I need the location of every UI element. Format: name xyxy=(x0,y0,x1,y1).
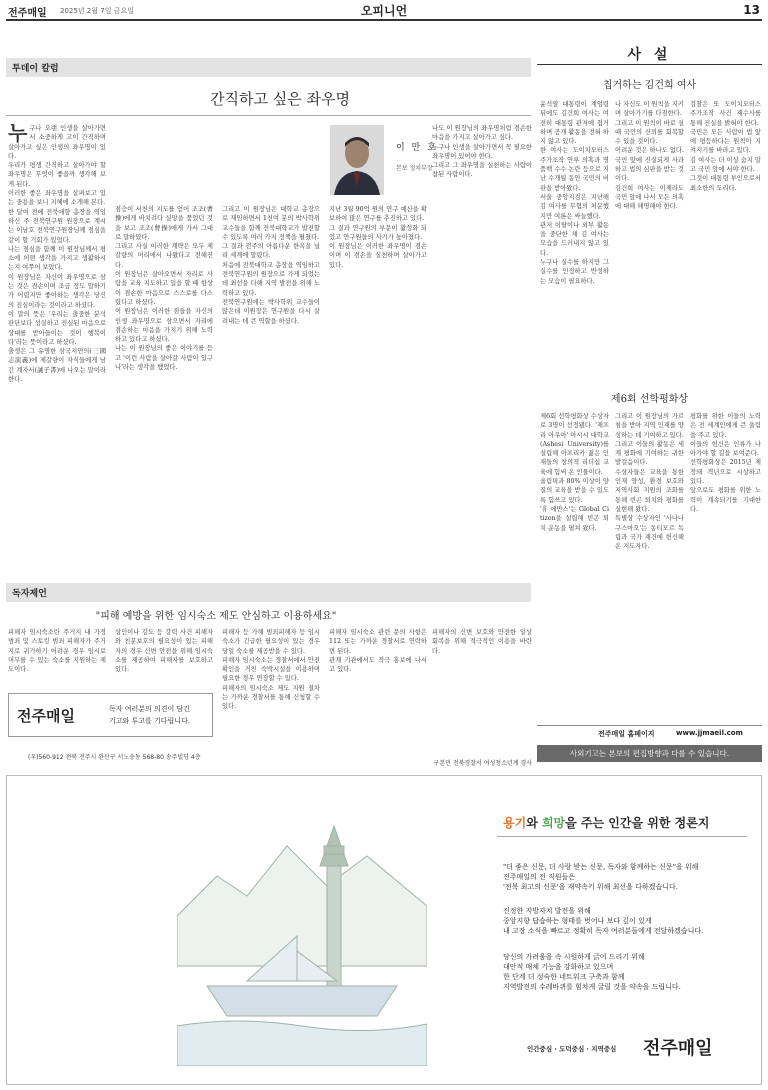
reader-paragraph: 피해자의 임시숙소 제도 지원 절차는 가까운 경찰서를 통해 신청할 수 있다. xyxy=(222,684,320,711)
column-dropcap: 누 xyxy=(8,124,28,145)
column-title-rule xyxy=(6,115,531,116)
submission-address: (우)560-912 전북 전주시 완산구 서노송동 568-80 송주빌딩 4층 xyxy=(28,754,201,761)
reader-paragraph: 피해자 등 가해 범죄피해자 등 임시숙소가 긴급한 필요성이 있는 경우 당일 숙소를 제공받을 수 있다. xyxy=(222,629,320,655)
column-col-4 xyxy=(329,205,427,579)
editorial-col-3 xyxy=(690,100,761,368)
column-paragraph: 우리가 평생 간직하고 살아가야 할 좌우명은 무엇이 좋을까 생각해 보게 된다. xyxy=(8,162,106,188)
column-paragraph: 이 원장님은 살아오면서 자리로 사람을 교육 지도하고 일을 할 때 항상 이 겸손한 마음으로 스스로를 다스렸다고 하셨다. xyxy=(115,271,213,306)
header-rule xyxy=(6,19,762,21)
ad-panel xyxy=(6,775,762,1085)
editorial-paragraph: 그리고 이 원칙이 바로 설 때 국민의 신뢰를 회복할 수 있을 것이다. xyxy=(615,119,684,146)
author-photo xyxy=(330,125,384,195)
editorial-col-1 xyxy=(540,100,609,368)
column-paragraph: 이 원장님은 이러한 점들을 자신의 인생 좌우명으로 삼으면서 자리에 겸손하는 마음을 가지기 위해 노력하고 있다고 하셨다. xyxy=(115,308,213,344)
column-paragraph: 누구나 인생을 살아가면서 꼭 필요한 좌우명이 있어야 한다. xyxy=(432,143,532,160)
ad-line: 진정한 지방자치 발전을 위해 xyxy=(503,907,591,915)
reader-paragraph: 관계 기관에서도 적극 홍보에 나서고 있다. xyxy=(329,656,427,674)
reader-col-3 xyxy=(222,628,320,766)
column-paragraph: 이러한 좋은 좌우명을 살펴보고 있는 중용을 보니 지혜에 소개해 본다. xyxy=(8,190,106,207)
editorial2-paragraph: 그리고 이들의 활동은 세계 평화에 기여하는 귀한 발걸음이다. xyxy=(615,440,684,467)
editorial-paragraph: 관저 이탈이나 외부 활동을 중단한 채 김 여사는 모습을 드러내지 않고 있다. xyxy=(540,221,609,257)
editorial-paragraph: 윤석열 대통령이 계엄령 뒤에도 김건희 여사는 여전히 대통령 관저에 칩거하며 공개 활동을 전혀 하지 않고 있다. xyxy=(540,101,609,146)
ad-line: 당신의 가려움을 속 시원하게 긁어 드리기 위해 xyxy=(503,953,645,961)
reader-col-4 xyxy=(329,628,427,766)
editorial2-col-3 xyxy=(690,412,761,712)
ad-line: 지역발전의 수레바퀴를 힘차게 굴릴 것을 약속을 드립니다. xyxy=(503,983,681,991)
column-paragraph: 그 결과 전주의 아름다운 한옥을 널리 세계에 알렸다. xyxy=(222,243,320,260)
reader-headline: "피해 예방을 위한 임시숙소 제도 안심하고 이용하세요" xyxy=(95,611,337,622)
opinion-notice: 사외기고는 본보의 편집방향과 다를 수 있습니다. xyxy=(537,745,762,762)
ad-illustration xyxy=(177,786,427,1066)
homepage-label: 전주매일 홈페이지 xyxy=(598,730,655,738)
column-paragraph: 그리고 이 원장님은 대학교 총장으로 재임하면서 1천여 분의 박사학위 교수들을 함께 전북대학교가 발전할 수 있도록 여러 가지 정책을 펼쳤다. xyxy=(222,206,320,241)
editorial2-paragraph: 제6회 선학평화상 수상자로 3명이 선정됐다. '제프리 아우아' 아시시 대학교(Ashesi University)를 설립해 아프리카 젊은 인재들의 창의적 리더십 교육에 힘써 온 인물이다. xyxy=(540,413,609,476)
ad-line: 한 단계 더 성숙한 네트워크 구축과 함께 xyxy=(503,973,625,981)
submission-text-2: 기고와 투고를 기다립니다. xyxy=(109,717,191,725)
editorial2-col-2 xyxy=(615,412,684,712)
column-paragraph: 나도 이 원장님의 좌우명처럼 겸손한 마음을 가지고 살아가고 싶다. xyxy=(432,125,532,142)
editorial2-paragraph: 앞으로도 평화를 위한 노력이 계속되기를 기대한다. xyxy=(690,487,761,513)
column-paragraph: 나는 이 원장님의 좋은 이야기를 듣고 '이런 사람을 살아갈 사람이 있구나'라는 생각을 했었다. xyxy=(115,345,213,372)
ad-slogan-rest: 을 주는 인간을 위한 정론지 xyxy=(565,816,710,830)
column-paragraph: 그 결과 연구원의 부문이 활성화 되었고 연구원들의 사기가 높아졌다. xyxy=(329,224,427,241)
ad-paragraph-2 xyxy=(503,906,703,936)
editorial-paragraph: 김 여사는 더 이상 숨지 말고 국민 앞에 서야 한다. xyxy=(690,156,761,174)
ad-tagline: 인간중심 · 도덕중심 · 지역중심 xyxy=(527,1045,617,1053)
editorial2-paragraph: 그리고 이 원장님의 가르침을 받아 지역 인재를 양성하는 데 기여하고 있다. xyxy=(615,413,684,439)
column-col-5 xyxy=(432,124,532,579)
editorial-paragraph: 누구나 실수를 하지만 그 실수를 인정하고 반성하는 모습이 필요하다. xyxy=(540,259,609,285)
submission-box xyxy=(8,693,213,737)
reader-byline: 구본민 전북경찰서 여성청소년계 경사 xyxy=(433,760,532,767)
ad-paragraph-1 xyxy=(503,862,698,892)
homepage-rule xyxy=(537,725,762,726)
column-paragraph: 나는 점심을 함께 이 원장님께서 평소에 어떤 생각을 가지고 생활하시는지 여쭈어 보았다. xyxy=(8,245,106,272)
editorial2-col-1 xyxy=(540,412,609,712)
editorial-tag-rule xyxy=(537,64,762,65)
reader-col-2 xyxy=(115,628,213,684)
editorial2-paragraph: 올림픽과 80% 이상이 양질의 교육을 받을 수 있도록 힘쓰고 있다. xyxy=(540,478,609,504)
ad-slogan-courage: 용기 xyxy=(503,816,527,830)
ad-line: 내 고장 소식을 빠르고 정확히 독자 여러분들에게 전달하겠습니다. xyxy=(503,927,704,935)
ad-paragraph-3 xyxy=(503,952,681,992)
editorial-paragraph: 검찰은 또 도이치모터스 주가조작 사건 재수사를 통해 진실을 밝혀야 한다. xyxy=(690,101,761,127)
editorial-paragraph: 서울 중앙지검은 지난해 김 여사를 무혐의 처분했지만 여론은 싸늘했다. xyxy=(540,193,609,220)
submission-text-1: 독자 여러분의 의견이 담긴 xyxy=(109,705,191,713)
ad-line: '전북 최고의 신문'을 재약속키 위해 최선을 다하겠습니다. xyxy=(503,883,678,891)
reader-paragraph: 피해자 임시숙소란 주거지 내 가정 범죄 및 스토킹 범죄 피해자가 주거지로 귀가하기 어려운 경우 임시로 머무를 수 있는 숙소를 지원하는 제도이다. xyxy=(8,629,106,674)
editorial2-paragraph: 선학평화상은 2015년 제정돼 격년으로 시상하고 있다. xyxy=(690,459,761,486)
author-title: 본보 정치부장 xyxy=(396,165,433,172)
column-paragraph: 이 말의 뜻은 '우리는 출중한 분석 판단보다 성실하고 진실된 마음으로 상대를 받아들이는 것이 행복이다'라는 뜻이라고 하셨다. xyxy=(8,310,106,346)
ad-line: 대안적 매체 기능을 강화하고 있으며 xyxy=(503,963,614,971)
column-col-2 xyxy=(115,205,213,579)
column-paragraph: 지난 3월 90억 원의 연구 예산을 확보하여 많은 연구를 추진하고 있다. xyxy=(329,206,427,223)
column-paragraph: 그리고 사실 이러한 계략은 모두 제갈량의 머리에서 나왔다고 전해진다. xyxy=(115,243,213,269)
ad-line: "더 좋은 신문, 더 사랑 받는 신문, 독자와 함께하는 신문"을 위해 xyxy=(503,863,699,871)
section-title: 오피니언 xyxy=(360,4,408,18)
column-paragraph: 그리고 그 좌우명을 실천하는 사람이 참된 사람이다. xyxy=(432,162,532,179)
editorial-paragraph: 국민은 모든 사람이 법 앞에 평등하다는 원칙이 지켜지기를 바라고 있다. xyxy=(690,128,761,155)
editorial-paragraph: 어려운 것은 하나도 없다. 국민 앞에 진실되게 사과하고 법의 심판을 받는 것이다. xyxy=(615,147,684,183)
column-paragraph: 구나 오랜 인생을 살아가면서 소중하게 고이 간직하며 살아가고 싶은 인생의 좌우명이 있다. xyxy=(8,125,106,160)
ad-slogan-hope: 희망 xyxy=(541,816,566,830)
editorial2-paragraph: 특별상 수상자인 '사나나 구스마오'는 동티모르 독립과 국가 재건에 헌신해 온 지도자다. xyxy=(615,515,684,551)
column-paragraph: 처음에 전북대학교 총장을 역임하고 전북연구원의 원장으로 가게 되었는데 최선을 다해 지역 발전을 위해 노력하고 있다. xyxy=(222,261,320,297)
homepage-url[interactable]: www.jjmaeil.com xyxy=(676,729,743,737)
editorial-paragraph: 한 여사는 도이치모터스 주가조작 연루 의혹과 명품백 수수 논란 등으로 지난 수개월 동안 국민의 비판을 받아왔다. xyxy=(540,147,609,192)
ad-line: 전주매일의 전 직원들은 xyxy=(503,873,576,881)
ad-slogan-joiner: 와 xyxy=(526,816,542,830)
editorial-headline: 칩거하는 김건희 여사 xyxy=(602,80,697,91)
column-tag: 투데이 칼럼 xyxy=(6,58,531,77)
column-paragraph: 이 원장님은 이러한 좌우명이 겸손이며 이 겸손을 실천하며 살아가고 있다. xyxy=(329,243,427,269)
column-title: 간직하고 싶은 좌우명 xyxy=(210,90,350,108)
ad-logo: 전주매일 xyxy=(643,1038,713,1059)
reader-paragraph: 상인이나 강도 등 강력 사건 피해자와 친분보호의 필요성이 있는 피해자의 경우 신변 안전을 위해 임시숙소를 제공하여 피해자를 보호하고 있다. xyxy=(115,629,213,674)
reader-tag: 독자제언 xyxy=(6,583,531,602)
column-paragraph: 이 원장님은 자신이 좌우명으로 삼는 것은 겸손이며 조금 정도 말하기가 어렵지만 좋아하는 생각은 당신의 진심이라는 것이라고 하셨다. xyxy=(8,273,106,309)
column-col-1 xyxy=(8,124,106,579)
editorial-tag: 사 설 xyxy=(627,47,672,63)
editorial2-paragraph: 수상자들은 교육을 통한 인재 양성, 환경 보호와 지역사회 지원의 조화를 통해 빈곤 퇴치와 평화를 실현해 왔다. xyxy=(615,468,684,513)
reader-paragraph: 피해자 임시숙소 관련 문의 사항은 112 또는 가까운 경찰서로 연락하면 된다. xyxy=(329,629,427,655)
column-paragraph: 전북연구원에는 박사학위 교수들이 많은데 이원장은 연구원을 다시 살려내는 데 큰 역할을 하셨다. xyxy=(222,298,320,325)
editorial2-paragraph: '휴 에반스'는 Global Citizen을 설립해 빈곤 퇴치 운동을 펼쳐 왔다. xyxy=(540,505,609,532)
page-number: 13 xyxy=(743,3,760,17)
editorial-paragraph: 나 자신도 이 원칙을 지키며 살아가기를 다짐한다. xyxy=(615,101,684,118)
submission-logo: 전주매일 xyxy=(17,707,75,725)
reader-paragraph: 피해자 임시숙소는 경찰서에서 안전 확인을 거친 숙박시설을 이용하며 필요한 경우 연장할 수 있다. xyxy=(222,656,320,683)
column-paragraph: 점승이 서천의 지도를 얻어 조조(曹操)에게 바치려다 실망을 품었던 것을 보고 조조(曹操)에게 가서 그대로 말하였다. xyxy=(115,206,213,241)
issue-date: 2025년 2월 7일 금요일 xyxy=(60,7,134,15)
editorial2-headline: 제6회 선학평화상 xyxy=(610,394,689,405)
editorial-paragraph: 김건희 여사는 이제라도 국민 앞에 나서 모든 의혹에 대해 해명해야 한다. xyxy=(615,184,684,211)
editorial2-paragraph: 평화를 위한 이들의 노력은 전 세계인에게 큰 울림을 주고 있다. xyxy=(690,413,761,439)
ad-line: 중앙지향 답습하는 형태를 벗어나 보다 깊이 있게 xyxy=(503,917,652,925)
editorial2-paragraph: 이들의 헌신은 인류가 나아가야 할 길을 보여준다. xyxy=(690,440,761,458)
column-paragraph: 출생은 그 유명한 삼국지연의(三國志演義)에 제갈량이 자식들에게 남긴 계자서(誡子書)에 나오는 말이라 한다. xyxy=(8,348,106,384)
reader-paragraph: 피해자의 신변 보호와 안전한 일상 회복을 위해 적극적인 이용을 바란다. xyxy=(432,629,532,655)
paper-name: 전주매일 xyxy=(8,8,47,19)
column-col-3 xyxy=(222,205,320,579)
author-name: 이 만 호 xyxy=(396,143,438,153)
column-paragraph: 한 달여 전에 전북애향 총장을 역임하신 주 전북연구원 원장으로 계시는 이남호 전북연구원장님께 점심을 같이 할 기회가 있었다. xyxy=(8,208,106,244)
editorial-paragraph: 그것이 대통령 부인으로서 최소한의 도리다. xyxy=(690,175,761,192)
ad-slogan xyxy=(503,814,709,831)
editorial-col-2 xyxy=(615,100,684,368)
ad-slogan-rule xyxy=(497,836,747,837)
reader-col-1 xyxy=(8,628,106,684)
reader-col-5 xyxy=(432,628,532,758)
